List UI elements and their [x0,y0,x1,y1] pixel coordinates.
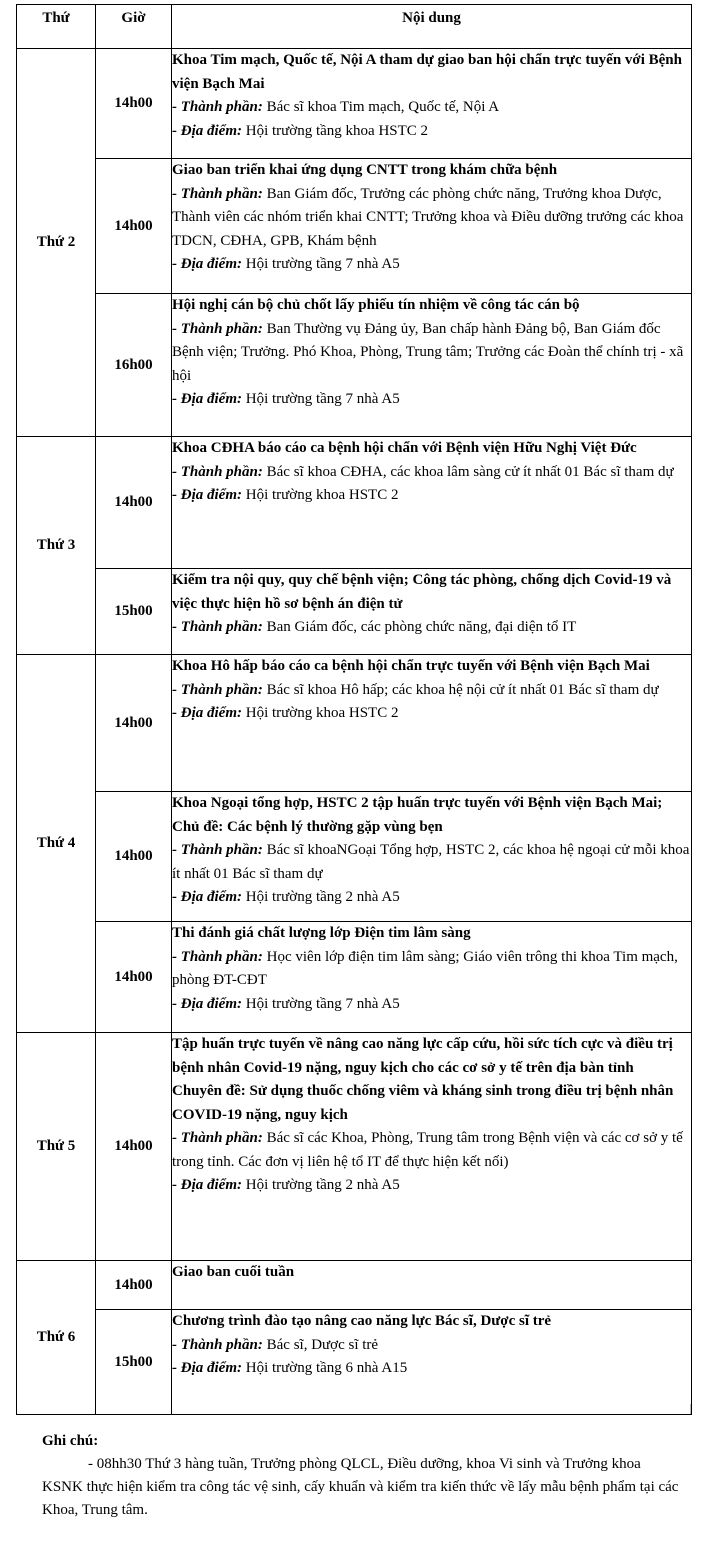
participants-label: - Thành phần: [172,99,263,115]
location-line [172,886,691,910]
time-cell: 14h00 [96,1033,172,1261]
location-value: Hội trường tầng 7 nhà A5 [245,256,400,272]
event-title: Thi đánh giá chất lượng lớp Điện tim lâm sàng [172,925,471,941]
event-title: Khoa Hô hấp báo cáo ca bệnh hội chẩn trực tuyến với Bệnh viện Bạch Mai [172,658,650,674]
schedule-row [17,1261,692,1310]
time-cell: 16h00 [96,294,172,437]
schedule-row [17,792,692,922]
location-value: Hội trường khoa HSTC 2 [245,487,399,503]
location-label: - Địa điểm: [172,889,242,905]
participants-value: Bác sĩ khoaNGoại Tổng hợp, HSTC 2, các khoa hệ ngoại cử mỗi khoa ít nhất 01 Bác sĩ tham dự [172,842,690,882]
location-value: Hội trường tầng 2 nhà A5 [245,1177,400,1193]
location-label: - Địa điểm: [172,705,242,721]
participants-label: - Thành phần: [172,681,263,698]
location-line [172,702,691,726]
participants-line [172,1334,691,1358]
time-cell: 14h00 [96,437,172,569]
event-title: Khoa Tim mạch, Quốc tế, Nội A tham dự giao ban hội chẩn trực tuyến với Bệnh viện Bạch Mai [172,52,682,92]
day-cell: Thứ 2 [17,49,96,437]
schedule-row [17,49,692,159]
event-title: Kiểm tra nội quy, quy chế bệnh viện; Công tác phòng, chống dịch Covid-19 và việc thực hiện hồ sơ bệnh án điện tử [172,572,672,612]
location-label: - Địa điểm: [172,1360,242,1376]
participants-line [172,839,691,886]
location-value: Hội trường tầng 2 nhà A5 [245,889,400,905]
location-value: Hội trường tầng 7 nhà A5 [245,391,400,407]
location-label: - Địa điểm: [172,122,242,139]
content-cell [172,1261,692,1310]
time-cell: 14h00 [96,922,172,1033]
content-cell [172,655,692,792]
event-title: Khoa Ngoại tổng hợp, HSTC 2 tập huấn trực tuyến với Bệnh viện Bạch Mai; Chủ đề: Các bệnh lý thường gặp vùng bẹn [172,795,663,835]
location-value: Hội trường tầng 7 nhà A5 [245,995,400,1012]
schedule-row [17,1033,692,1261]
schedule-row [17,655,692,792]
participants-value: Ban Thường vụ Đảng ủy, Ban chấp hành Đảng bộ, Ban Giám đốc Bệnh viện; Trưởng. Phó Khoa, Phòng, Trung tâm; Trưởng các Đoàn thể chính trị - xã hội [172,320,684,384]
time-cell: 14h00 [96,655,172,792]
participants-value: Bác sĩ các Khoa, Phòng, Trung tâm trong Bệnh viện và các cơ sở y tế trong tỉnh. Các đơn vị liên hệ tổ IT để thực hiện kết nối) [172,1130,683,1170]
participants-label: - Thành phần: [172,842,263,858]
location-line [172,120,691,144]
header-time: Giờ [96,5,172,49]
content-cell [172,792,692,922]
location-value: Hội trường tầng khoa HSTC 2 [245,122,429,139]
page-edge-mark [690,1404,694,1414]
location-value: Hội trường khoa HSTC 2 [245,705,399,721]
day-cell: Thứ 4 [17,655,96,1033]
time-cell: 14h00 [96,792,172,922]
participants-label: - Thành phần: [172,185,263,202]
location-line [172,1174,691,1198]
content-cell [172,294,692,437]
header-content: Nội dung [172,5,692,49]
participants-value: Ban Giám đốc, các phòng chức năng, đại diện tổ IT [266,619,577,635]
time-cell: 15h00 [96,1310,172,1415]
location-label: - Địa điểm: [172,487,242,503]
participants-line [172,461,691,485]
note-body: - 08hh30 Thứ 3 hàng tuần, Trưởng phòng QLCL, Điều dưỡng, khoa Vi sinh và Trưởng khoa KSNK thực hiện kiểm tra công tác vệ sinh, cấy khuẩn và kiểm tra kiến thức về lấy mẫu bệnh phẩm tại các Khoa, Trung tâm. [42,1456,679,1518]
location-value: Hội trường tầng 6 nhà A15 [245,1360,408,1376]
participants-value: Bác sĩ khoa CĐHA, các khoa lâm sàng cử ít nhất 01 Bác sĩ tham dự [266,463,674,480]
location-line [172,253,691,277]
participants-line [172,679,691,703]
event-title: Hội nghị cán bộ chủ chốt lấy phiếu tín nhiệm về công tác cán bộ [172,297,580,313]
event-title: Khoa CĐHA báo cáo ca bệnh hội chẩn với Bệnh viện Hữu Nghị Việt Đức [172,440,637,456]
participants-label: - Thành phần: [172,948,263,965]
location-label: - Địa điểm: [172,1177,242,1193]
participants-line [172,616,691,640]
content-cell [172,437,692,569]
event-title: Chương trình đào tạo nâng cao năng lực Bác sĩ, Dược sĩ trẻ [172,1313,552,1329]
event-title: Giao ban triển khai ứng dụng CNTT trong khám chữa bệnh [172,162,558,178]
participants-line [172,183,691,254]
schedule-row [17,159,692,294]
note-title: Ghi chú: [42,1433,99,1449]
time-cell: 14h00 [96,159,172,294]
participants-value: Bác sĩ khoa Hô hấp; các khoa hệ nội cử ít nhất 01 Bác sĩ tham dự [266,681,659,698]
time-cell: 14h00 [96,1261,172,1310]
schedule-row [17,1310,692,1415]
schedule-row [17,569,692,655]
location-line [172,993,691,1017]
event-topic: Chuyên đề: Sử dụng thuốc chống viêm và kháng sinh trong điều trị bệnh nhân COVID-19 nặng, nguy kịch [172,1083,674,1123]
note-section [42,1430,682,1522]
day-cell: Thứ 5 [17,1033,96,1261]
header-row [17,5,692,49]
participants-label: - Thành phần: [172,619,263,635]
participants-line [172,1127,691,1174]
participants-value: Ban Giám đốc, Trưởng các phòng chức năng, Trưởng khoa Dược, Thành viên các nhóm triển khai CNTT; Trưởng khoa và Điều dưỡng trưởng các khoa TDCN, CĐHA, GPB, Khám bệnh [172,185,684,249]
event-title: Tập huấn trực tuyến về nâng cao năng lực cấp cứu, hồi sức tích cực và điều trị bệnh nhân Covid-19 nặng, nguy kịch cho các cơ sở y tế trên địa bàn tỉnh [172,1036,673,1076]
day-cell: Thứ 6 [17,1261,96,1415]
content-cell [172,1310,692,1415]
participants-value: Bác sĩ khoa Tim mạch, Quốc tế, Nội A [266,99,500,115]
location-label: - Địa điểm: [172,256,242,272]
schedule-row [17,922,692,1033]
header-day: Thứ [17,5,96,49]
content-cell [172,1033,692,1261]
content-cell [172,159,692,294]
participants-label: - Thành phần: [172,463,263,480]
time-cell: 15h00 [96,569,172,655]
event-title: Giao ban cuối tuần [172,1264,295,1280]
participants-value: Học viên lớp điện tim lâm sàng; Giáo viên trông thi khoa Tim mạch, phòng ĐT-CĐT [172,948,678,988]
participants-label: - Thành phần: [172,1130,263,1146]
schedule-table [16,4,692,1415]
schedule-row [17,437,692,569]
location-line [172,388,691,412]
participants-value: Bác sĩ, Dược sĩ trẻ [266,1336,379,1353]
participants-line [172,318,691,389]
participants-line [172,96,691,120]
location-label: - Địa điểm: [172,391,242,407]
schedule-row [17,294,692,437]
content-cell [172,922,692,1033]
content-cell [172,569,692,655]
location-line [172,484,691,508]
participants-label: - Thành phần: [172,1336,263,1353]
location-label: - Địa điểm: [172,995,242,1012]
time-cell: 14h00 [96,49,172,159]
content-cell [172,49,692,159]
participants-label: - Thành phần: [172,320,263,337]
day-cell: Thứ 3 [17,437,96,655]
participants-line [172,946,691,993]
location-line [172,1357,691,1381]
